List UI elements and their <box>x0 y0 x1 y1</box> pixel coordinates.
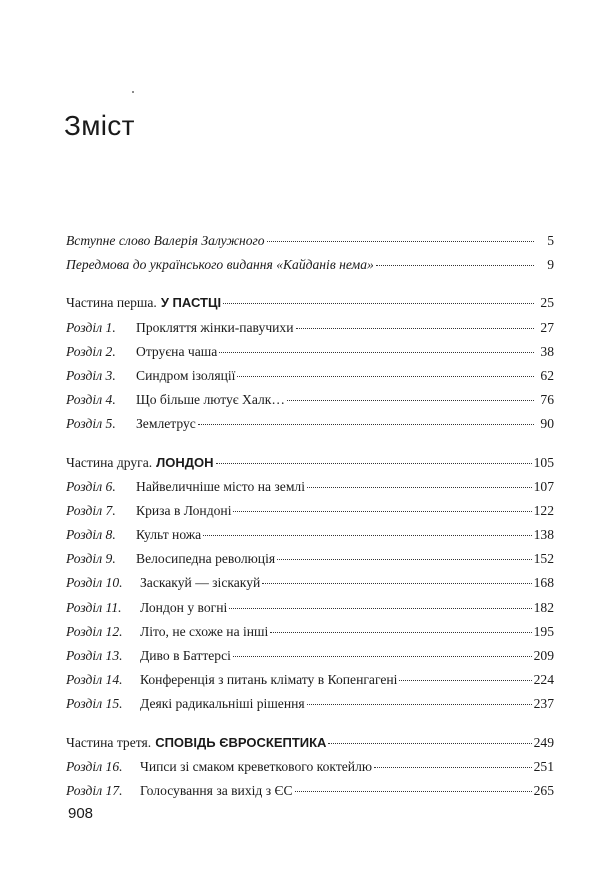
toc-page-number: 209 <box>533 648 554 663</box>
dot-leader <box>277 559 532 560</box>
dot-leader <box>307 487 532 488</box>
toc-chapter[interactable] <box>66 779 554 803</box>
toc-page-number: 224 <box>533 672 554 688</box>
toc-chapter[interactable] <box>66 340 554 364</box>
chapter-label: Розділ 5. <box>66 416 116 432</box>
dot-leader <box>203 535 531 536</box>
part-prefix: Частина друга. <box>66 454 153 470</box>
chapter-title: Диво в Баттерсі <box>140 648 231 663</box>
chapter-title: Отруєна чаша <box>136 343 218 359</box>
page-title: Зміст <box>64 110 135 141</box>
chapter-title: Літо, не схоже на інші <box>140 623 269 639</box>
chapter-label: Розділ 9. <box>66 551 116 567</box>
dot-leader <box>216 463 532 464</box>
chapter-label: Розділ 4. <box>66 392 116 408</box>
chapter-label: Розділ 7. <box>66 502 116 518</box>
toc-page-number: 152 <box>533 551 554 567</box>
toc-entry-title: Вступне слово Валерія Залужного <box>66 233 265 248</box>
toc-page-number: 168 <box>533 575 554 591</box>
chapter-label: Розділ 14. <box>66 672 123 688</box>
toc-chapter[interactable] <box>66 364 554 388</box>
toc-chapter[interactable] <box>66 571 554 595</box>
chapter-title: Найвеличніше місто на землі <box>136 478 305 494</box>
chapter-label: Розділ 16. <box>66 758 123 774</box>
table-of-contents <box>66 229 554 803</box>
chapter-title: Голосування за вихід з ЄС <box>140 782 293 798</box>
dot-leader <box>295 791 532 792</box>
dot-leader <box>287 400 534 401</box>
chapter-title: Прокляття жінки-павучихи <box>136 319 294 335</box>
part-name: У ПАСТЦІ <box>160 295 222 311</box>
toc-chapter[interactable] <box>66 644 554 668</box>
toc-page-number: 265 <box>533 782 554 798</box>
toc-page-number: 107 <box>533 478 554 494</box>
dot-leader <box>399 680 531 681</box>
toc-page-number: 251 <box>533 758 554 774</box>
toc-entry-foreword[interactable] <box>66 229 554 253</box>
toc-page-number: 249 <box>533 734 554 750</box>
chapter-title: Велосипедна революція <box>136 551 276 567</box>
dot-leader <box>374 767 532 768</box>
toc-chapter[interactable] <box>66 692 554 716</box>
chapter-title: Конференція з питань клімату в Копенгагені <box>140 672 398 688</box>
folio-page-number: 908 <box>68 805 94 822</box>
part-prefix: Частина третя. <box>66 734 152 750</box>
chapter-label: Розділ 8. <box>66 527 116 543</box>
chapter-label: Розділ 1. <box>66 319 116 335</box>
dot-leader <box>233 511 531 512</box>
toc-page-number: 9 <box>547 257 554 273</box>
toc-page-number: 122 <box>533 502 554 518</box>
toc-chapter[interactable] <box>66 668 554 692</box>
dot-leader <box>262 583 531 584</box>
chapter-label: Розділ 2. <box>66 343 116 359</box>
toc-chapter[interactable] <box>66 596 554 620</box>
toc-page-number: 76 <box>540 392 554 408</box>
toc-chapter[interactable] <box>66 499 554 523</box>
toc-entry-preface[interactable] <box>66 253 554 277</box>
dot-leader <box>296 328 535 329</box>
dot-leader <box>237 376 534 377</box>
toc-chapter[interactable] <box>66 475 554 499</box>
chapter-title: Лондон у вогні <box>140 599 228 615</box>
toc-chapter[interactable] <box>66 412 554 436</box>
chapter-title: Криза в Лондоні <box>136 502 232 518</box>
scan-speck <box>132 91 134 93</box>
part-prefix: Частина перша. <box>66 295 157 311</box>
toc-page-number: 25 <box>540 295 554 311</box>
toc-page-number: 62 <box>540 367 554 383</box>
dot-leader <box>233 656 532 657</box>
chapter-label: Розділ 12. <box>66 623 123 639</box>
toc-page-number: 5 <box>547 233 554 248</box>
chapter-title: Синдром ізоляції <box>136 367 236 383</box>
toc-part-2[interactable] <box>66 451 554 475</box>
chapter-title: Землетрус <box>136 416 196 432</box>
chapter-label: Розділ 11. <box>66 599 122 615</box>
part-name: СПОВІДЬ ЄВРОСКЕПТИКА <box>155 734 327 750</box>
part-name: ЛОНДОН <box>156 454 214 470</box>
toc-page-number: 195 <box>533 623 554 639</box>
dot-leader <box>267 241 534 242</box>
dot-leader <box>198 424 534 425</box>
toc-part-1[interactable] <box>66 291 554 315</box>
dot-leader <box>328 743 531 744</box>
chapter-label: Розділ 6. <box>66 478 116 494</box>
dot-leader <box>376 265 534 266</box>
chapter-title: Чипси зі смаком креветкового коктейлю <box>140 758 373 774</box>
chapter-label: Розділ 3. <box>66 367 116 383</box>
toc-chapter[interactable] <box>66 547 554 571</box>
chapter-title: Заскакуй — зіскакуй <box>140 575 261 591</box>
toc-chapter[interactable] <box>66 523 554 547</box>
chapter-label: Розділ 17. <box>66 782 123 798</box>
chapter-title: Що більше лютує Халк… <box>136 392 285 408</box>
toc-chapter[interactable] <box>66 388 554 412</box>
dot-leader <box>223 303 534 304</box>
toc-page-number: 182 <box>533 599 554 615</box>
toc-page-number: 90 <box>540 416 554 432</box>
toc-page-number: 27 <box>540 319 554 335</box>
chapter-label: Розділ 13. <box>66 648 123 663</box>
toc-chapter[interactable] <box>66 755 554 779</box>
toc-page-number: 105 <box>533 454 554 470</box>
toc-chapter[interactable] <box>66 620 554 644</box>
toc-entry-title: Передмова до українського видання «Кайданів нема» <box>66 257 374 273</box>
dot-leader <box>307 704 532 705</box>
dot-leader <box>219 352 534 353</box>
chapter-title: Деякі радикальніші рішення <box>140 696 305 712</box>
chapter-label: Розділ 10. <box>66 575 123 591</box>
toc-page-number: 38 <box>540 343 554 359</box>
toc-page-number: 237 <box>533 696 554 712</box>
dot-leader <box>229 608 531 609</box>
dot-leader <box>270 632 531 633</box>
chapter-label: Розділ 15. <box>66 696 123 712</box>
toc-page-number: 138 <box>533 527 554 543</box>
chapter-title: Культ ножа <box>136 527 202 543</box>
toc-part-3[interactable] <box>66 731 554 755</box>
toc-chapter[interactable] <box>66 316 554 340</box>
